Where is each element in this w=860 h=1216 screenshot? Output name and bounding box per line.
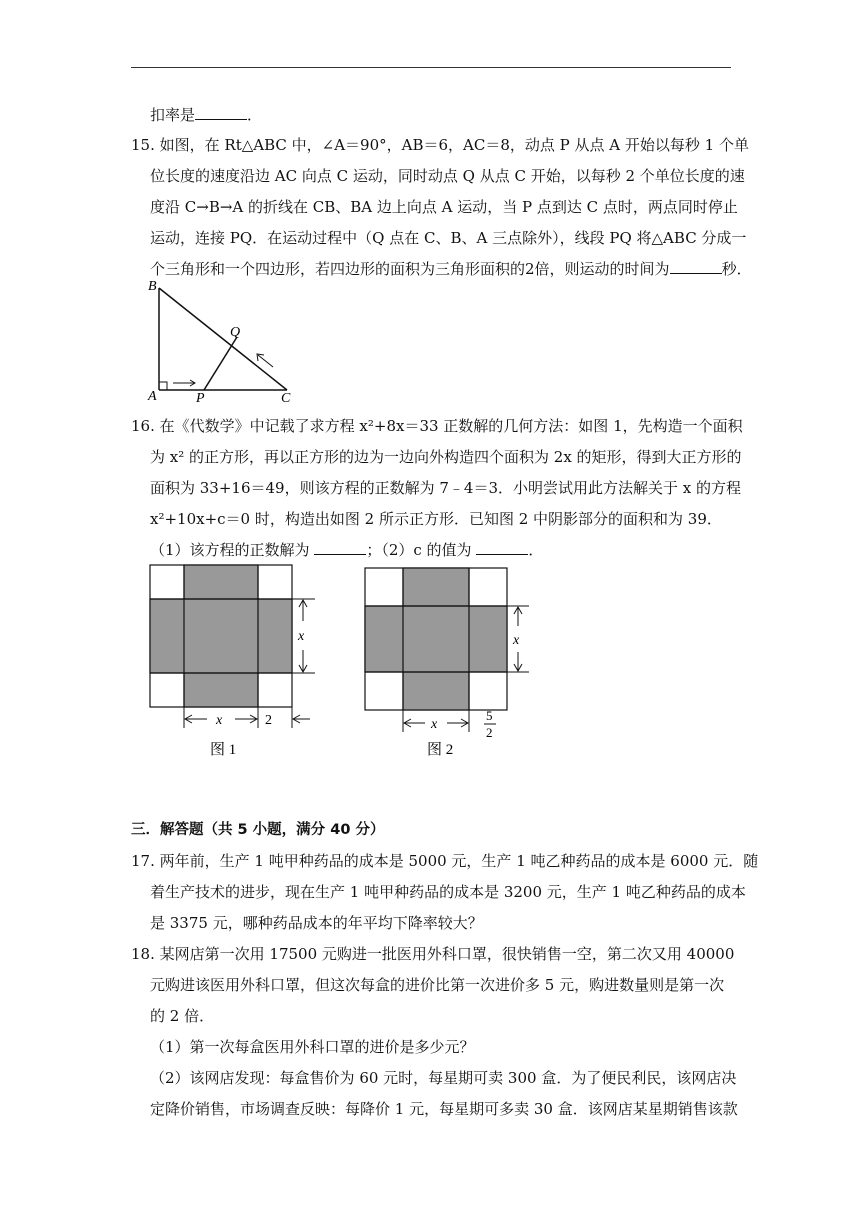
q18-sub-2-line-1: （2）该网店发现：每盒售价为 60 元时，每星期可卖 300 盒．为了便民利民，该网店决	[150, 1069, 737, 1087]
q16-figure-1	[140, 560, 330, 760]
q18-line-3: 的 2 倍．	[150, 1007, 215, 1025]
q16-sub2: ；（2）c 的值为	[366, 541, 472, 559]
q16-number: 16.	[131, 417, 155, 435]
q17-line-3: 是 3375 元，哪种药品成本的年平均下降率较大？	[150, 914, 483, 932]
q18-number: 18.	[131, 945, 155, 963]
arrow-q-icon	[258, 355, 273, 367]
fig2-vertical-x: x	[513, 633, 520, 648]
q18-line-1	[131, 944, 734, 964]
q16-line-3: 面积为 33+16＝49，则该方程的正数解为 7﹣4＝3．小明尝试用此方法解关于 x 的方程	[150, 479, 741, 497]
fig1-side-2: 2	[265, 713, 272, 728]
label-p: P	[196, 391, 205, 404]
shaded-horizontal	[365, 606, 507, 672]
section-3-heading: 三．解答题（共 5 小题，满分 40 分）	[131, 822, 385, 838]
q16-answer-blank-2	[476, 540, 528, 555]
fig1-vertical-x: x	[298, 629, 305, 644]
q16-line-1	[131, 416, 743, 436]
fig2-side-numerator: 5	[486, 708, 493, 723]
q15-triangle-figure	[140, 276, 300, 404]
q16-subquestions: （1）该方程的正数解为 ；（2）c 的值为 ．	[150, 541, 544, 559]
q14-answer-blank	[195, 105, 247, 120]
q15-text-1: 如图，在 Rt△ABC 中，∠A＝90°，AB＝6，AC＝8，动点 P 从点 A 开始以每秒 1 个单	[159, 136, 749, 154]
fig2-caption: 图 2	[427, 742, 454, 758]
fig1-caption: 图 1	[210, 742, 237, 758]
q16-sub1: （1）该方程的正数解为	[150, 541, 310, 559]
q17-line-2: 着生产技术的进步，现在生产 1 吨甲种药品的成本是 3200 元，生产 1 吨乙种药品的成本	[150, 883, 746, 901]
q15-text-5: 个三角形和一个四边形，若四边形的面积为三角形面积的2倍，则运动的时间为	[150, 260, 670, 278]
q16-text-1: 在《代数学》中记载了求方程 x²+8x＝33 正数解的几何方法：如图 1，先构造一个面积	[159, 417, 743, 435]
q16-line-2: 为 x² 的正方形，再以正方形的边为一边向外构造四个面积为 2x 的矩形，得到大正方形的	[150, 448, 742, 466]
q17-line-1	[131, 851, 758, 871]
segment-pq	[204, 337, 237, 390]
q18-sub-1: （1）第一次每盒医用外科口罩的进价是多少元？	[150, 1038, 475, 1056]
q18-line-2: 元购进该医用外科口罩，但这次每盒的进价比第一次进价多 5 元，购进数量则是第一次	[150, 976, 725, 994]
right-angle-mark	[159, 382, 167, 390]
q17-number: 17.	[131, 852, 155, 870]
fig2-horizontal-x: x	[431, 717, 438, 732]
q15-number: 15.	[131, 136, 155, 154]
header-rule	[131, 67, 731, 68]
q18-text-1: 某网店第一次用 17500 元购进一批医用外科口罩，很快销售一空，第二次又用 40000	[159, 945, 735, 963]
q14-tail: 扣率是 ．	[150, 106, 263, 124]
label-b: B	[148, 279, 157, 294]
q17-text-1: 两年前，生产 1 吨甲种药品的成本是 5000 元，生产 1 吨乙种药品的成本是 6000 元．随	[159, 852, 759, 870]
q16-answer-blank-1	[314, 540, 366, 555]
fig2-side-denominator: 2	[486, 725, 493, 740]
q16-line-4: x²+10x+c＝0 时，构造出如图 2 所示正方形．已知图 2 中阴影部分的面积和为 39．	[150, 510, 722, 528]
q14-tail-text: 扣率是	[150, 106, 196, 124]
q15-line-2: 位长度的速度沿边 AC 向点 C 运动，同时动点 Q 从点 C 开始，以每秒 2 个单位长度的速	[150, 167, 745, 185]
q15-line-1	[131, 135, 749, 155]
label-c: C	[281, 391, 291, 404]
shaded-horizontal	[150, 599, 292, 673]
q15-line-4: 运动，连接 PQ．在运动过程中（Q 点在 C、B、A 三点除外），线段 PQ 将△ABC 分成一	[150, 229, 747, 247]
label-q: Q	[230, 325, 241, 340]
q16-figure-2	[355, 560, 545, 760]
side-bc	[159, 288, 287, 390]
q15-line-3: 度沿 C→B→A 的折线在 CB、BA 边上向点 A 运动，当 P 点到达 C 点时，两点同时停止	[150, 198, 738, 216]
fig1-horizontal-x: x	[216, 713, 223, 728]
q15-unit: 秒．	[721, 260, 752, 278]
q15-answer-blank	[670, 259, 722, 274]
label-a: A	[148, 389, 157, 404]
q18-sub-2-line-2: 定降价销售，市场调查反映：每降价 1 元，每星期可多卖 30 盒．该网店某星期销售该款	[150, 1100, 738, 1118]
